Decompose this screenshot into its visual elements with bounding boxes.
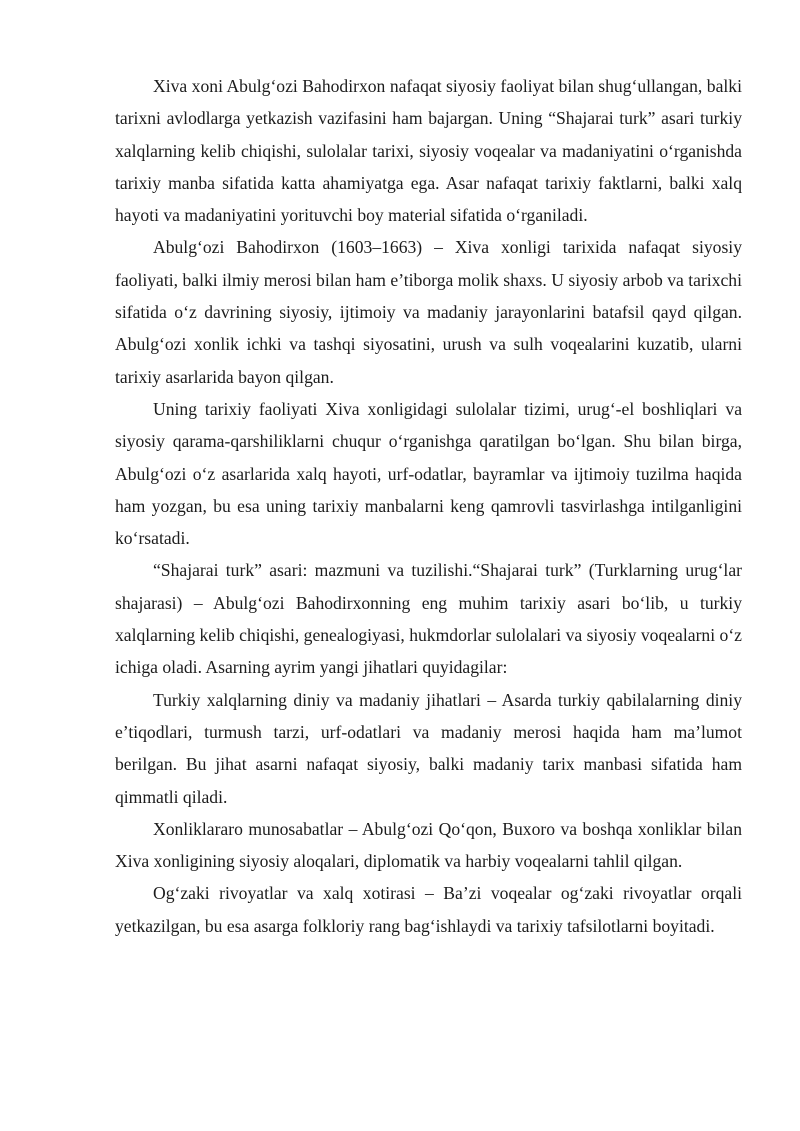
paragraph-1: Xiva xoni Abulg‘ozi Bahodirxon nafaqat siyosiy faoliyat bilan shug‘ullangan, balki tarixni avlodlarga yetkazish vazifasini ham bajargan. Uning “Shajarai turk” asari turkiy xalqlarning kelib chiqishi, sulolalar tarixi, siyosiy voqealar va madaniyatini o‘rganishda tarixiy manba sifatida katta ahamiyatga ega. Asar nafaqat tarixiy faktlarni, balki xalq hayoti va madaniyatini yorituvchi boy material sifatida o‘rganiladi.	[115, 76, 742, 226]
paragraph-2: Abulg‘ozi Bahodirxon (1603–1663) – Xiva xonligi tarixida nafaqat siyosiy faoliyati, balki ilmiy merosi bilan ham e’tiborga molik shaxs. U siyosiy arbob va tarixchi sifatida o‘z davrining siyosiy, ijtimoiy va madaniy jarayonlarini batafsil qayd qilgan. Abulg‘ozi xonlik ichki va tashqi siyosatini, urush va sulh voqealarini kuzatib, ularni tarixiy asarlarida bayon qilgan.	[115, 237, 742, 387]
paragraph-7: Og‘zaki rivoyatlar va xalq xotirasi – Ba’zi voqealar og‘zaki rivoyatlar orqali yetkazilgan, bu esa asarga folkloriy rang bag‘ishlaydi va tarixiy tafsilotlarni boyitadi.	[115, 883, 742, 936]
paragraph-3: Uning tarixiy faoliyati Xiva xonligidagi sulolalar tizimi, urug‘-el boshliqlari va siyosiy qarama-qarshiliklarni chuqur o‘rganishga qaratilgan bo‘lgan. Shu bilan birga, Abulg‘ozi o‘z asarlarida xalq hayoti, urf-odatlar, bayramlar va ijtimoiy tuzilma haqida ham yozgan, bu esa uning tarixiy manbalarni keng qamrovli tasvirlashga intilganligini ko‘rsatadi.	[115, 398, 742, 549]
paragraph-4: “Shajarai turk” asari: mazmuni va tuzilishi.“Shajarai turk” (Turklarning urug‘lar shajarasi) – Abulg‘ozi Bahodirxonning eng muhim tarixiy asari bo‘lib, u turkiy xalqlarning kelib chiqishi, genealogiyasi, hukmdorlar sulolalari va siyosiy voqealarni o‘z ichiga oladi. Asarning ayrim yangi jihatlari quyidagilar:	[115, 560, 742, 678]
paragraph-6: Xonliklararo munosabatlar – Abulg‘ozi Qo‘qon, Buxoro va boshqa xonliklar bilan Xiva xonligining siyosiy aloqalari, diplomatik va harbiy voqealarni tahlil qilgan.	[115, 818, 742, 872]
paragraph-5: Turkiy xalqlarning diniy va madaniy jihatlari – Asarda turkiy qabilalarning diniy e’tiqodlari, turmush tarzi, urf-odatlari va madaniy merosi haqida ham ma’lumot berilgan. Bu jihat asarni nafaqat siyosiy, balki madaniy tarix manbasi sifatida ham qimmatli qiladi.	[115, 689, 742, 807]
document-page	[115, 70, 742, 942]
